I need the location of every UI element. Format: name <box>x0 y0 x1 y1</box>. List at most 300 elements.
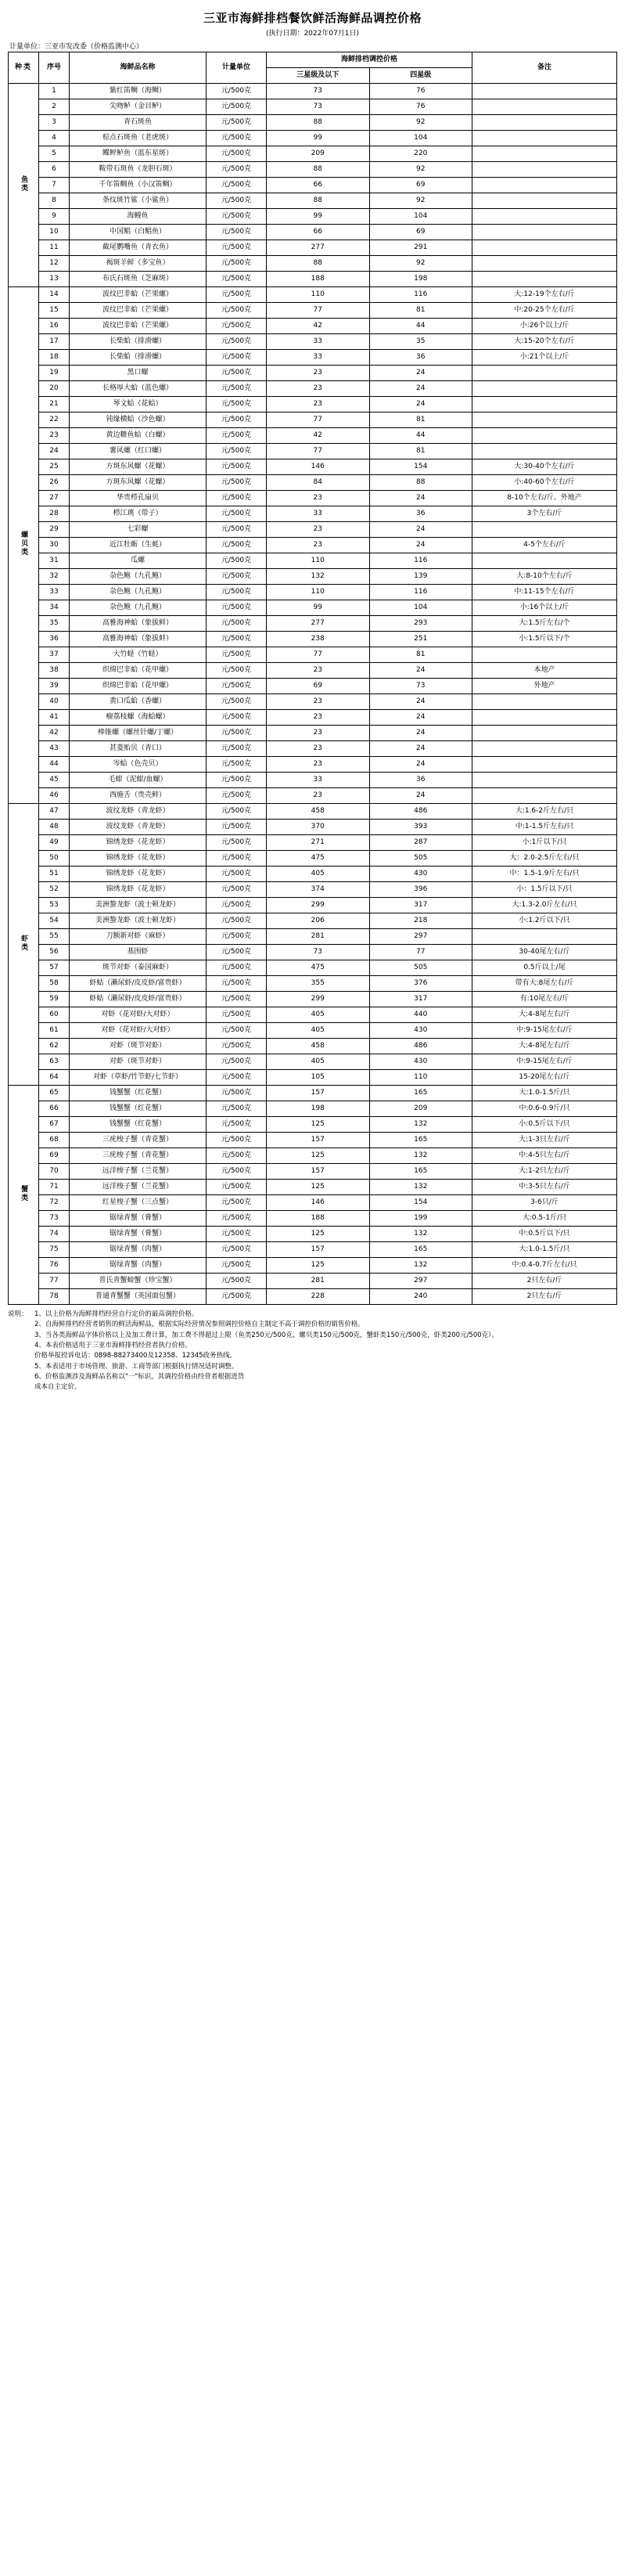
cell-price-4star: 35 <box>369 334 472 350</box>
cell-no: 26 <box>39 475 70 491</box>
cell-price-4star: 24 <box>369 788 472 804</box>
cell-price-3star: 33 <box>267 773 370 788</box>
cell-name: 瓜螺 <box>70 553 207 569</box>
cell-unit: 元/500克 <box>207 694 267 710</box>
table-row <box>9 898 617 913</box>
cell-name: 海鳗鱼 <box>70 209 207 225</box>
cell-price-3star: 88 <box>267 193 370 209</box>
cell-price-3star: 299 <box>267 992 370 1007</box>
cell-name: 栉江珧（带子） <box>70 506 207 522</box>
cell-price-4star: 199 <box>369 1211 472 1227</box>
cell-no: 53 <box>39 898 70 913</box>
cell-no: 48 <box>39 820 70 835</box>
cell-price-3star: 458 <box>267 804 370 820</box>
cell-unit: 元/500克 <box>207 757 267 773</box>
cell-name: 七彩螺 <box>70 522 207 538</box>
cell-no: 18 <box>39 350 70 366</box>
cell-price-3star: 277 <box>267 616 370 632</box>
cell-no: 72 <box>39 1195 70 1211</box>
cell-price-3star: 23 <box>267 757 370 773</box>
notes-label: 说明： <box>8 1310 28 1318</box>
cell-no: 35 <box>39 616 70 632</box>
cell-remark: 中:20-25个左右/斤 <box>472 303 617 319</box>
cell-name: 瘤荔枝螺（海蛤螺） <box>70 710 207 726</box>
table-row <box>9 1258 617 1274</box>
cell-unit: 元/500克 <box>207 773 267 788</box>
cell-name: 斑节对虾（泰国麻虾） <box>70 960 207 976</box>
table-row <box>9 381 617 397</box>
note-item: 成本自主定价。 <box>34 1383 81 1392</box>
cell-price-4star: 92 <box>369 162 472 178</box>
cell-price-4star: 132 <box>369 1258 472 1274</box>
cell-name: 岑蛤（色壳贝） <box>70 757 207 773</box>
cell-remark: 中:11-15个左右/斤 <box>472 585 617 600</box>
cell-name: 青石斑鱼 <box>70 115 207 131</box>
cell-remark: 大：2.0-2.5斤左右/只 <box>472 851 617 866</box>
cell-name: 中国鲳（白鲳鱼） <box>70 225 207 240</box>
cell-remark: 0.5斤以上/尾 <box>472 960 617 976</box>
cell-remark <box>472 773 617 788</box>
table-row <box>9 1101 617 1117</box>
cell-price-4star: 36 <box>369 350 472 366</box>
cell-price-3star: 125 <box>267 1227 370 1242</box>
cell-price-4star: 36 <box>369 506 472 522</box>
cell-remark: 大:15-20个左右/斤 <box>472 334 617 350</box>
cell-no: 50 <box>39 851 70 866</box>
cell-unit: 元/500克 <box>207 976 267 992</box>
cell-price-4star: 24 <box>369 663 472 679</box>
cell-name: 华贵栉孔扇贝 <box>70 491 207 506</box>
cell-name: 远洋梭子蟹（兰花蟹） <box>70 1180 207 1195</box>
cell-no: 14 <box>39 287 70 303</box>
cell-price-4star: 209 <box>369 1101 472 1117</box>
cell-no: 41 <box>39 710 70 726</box>
table-row <box>9 1242 617 1258</box>
cell-name: 黑口螺 <box>70 366 207 381</box>
cell-name: 甚菱贻贝（青口） <box>70 741 207 757</box>
cell-unit: 元/500克 <box>207 272 267 287</box>
cell-remark: 中:0.4-0.7斤左右/只 <box>472 1258 617 1274</box>
cell-price-3star: 23 <box>267 726 370 741</box>
cell-unit: 元/500克 <box>207 600 267 616</box>
table-row <box>9 757 617 773</box>
cell-price-4star: 297 <box>369 1274 472 1289</box>
table-row <box>9 193 617 209</box>
cell-price-3star: 88 <box>267 256 370 272</box>
cell-unit: 元/500克 <box>207 366 267 381</box>
cell-price-3star: 77 <box>267 303 370 319</box>
cell-unit: 元/500克 <box>207 1039 267 1054</box>
note-item: 2、自海鲜排档经营者销售的鲜活海鲜品，根据实际经营情况参照调控价格自主制定不高于调控价格的销售价格。 <box>34 1320 365 1329</box>
cell-no: 17 <box>39 334 70 350</box>
cell-price-3star: 66 <box>267 178 370 193</box>
cell-price-3star: 370 <box>267 820 370 835</box>
cell-price-4star: 220 <box>369 146 472 162</box>
cell-remark <box>472 397 617 413</box>
table-row <box>9 835 617 851</box>
cell-no: 4 <box>39 131 70 146</box>
cell-unit: 元/500克 <box>207 929 267 945</box>
cell-no: 5 <box>39 146 70 162</box>
cell-no: 30 <box>39 538 70 553</box>
cell-price-3star: 157 <box>267 1164 370 1180</box>
cell-price-4star: 317 <box>369 898 472 913</box>
cell-unit: 元/500克 <box>207 225 267 240</box>
table-row <box>9 178 617 193</box>
cell-price-3star: 42 <box>267 428 370 444</box>
cell-unit: 元/500克 <box>207 1164 267 1180</box>
cell-remark <box>472 553 617 569</box>
table-row <box>9 679 617 694</box>
cell-name: 尖吻鲈（金目鲈） <box>70 99 207 115</box>
cell-name: 黄边糖鱼蛤（白螺） <box>70 428 207 444</box>
cell-name: 长格厚大蛤（蓝色螺） <box>70 381 207 397</box>
cell-price-3star: 405 <box>267 1054 370 1070</box>
cell-name: 杂色鲍（九孔鲍） <box>70 600 207 616</box>
category-label: 螺贝类 <box>20 531 28 557</box>
cell-price-3star: 475 <box>267 960 370 976</box>
cell-price-4star: 76 <box>369 99 472 115</box>
cell-no: 25 <box>39 459 70 475</box>
cell-no: 77 <box>39 1274 70 1289</box>
table-row <box>9 84 617 99</box>
cell-price-4star: 24 <box>369 522 472 538</box>
cell-unit: 元/500克 <box>207 1274 267 1289</box>
table-row <box>9 1148 617 1164</box>
cell-remark: 大:1-3只左右/斤 <box>472 1133 617 1148</box>
cell-remark <box>472 256 617 272</box>
cell-unit: 元/500克 <box>207 193 267 209</box>
cell-no: 76 <box>39 1258 70 1274</box>
cell-name: 锦绣龙虾（花龙虾） <box>70 882 207 898</box>
cell-unit: 元/500克 <box>207 209 267 225</box>
cell-no: 69 <box>39 1148 70 1164</box>
cell-remark: 大:30-40个左右/斤 <box>472 459 617 475</box>
cell-price-3star: 157 <box>267 1086 370 1101</box>
cell-price-3star: 228 <box>267 1289 370 1305</box>
table-row <box>9 647 617 663</box>
cell-name: 三疣梭子蟹（青花蟹） <box>70 1133 207 1148</box>
cell-unit: 元/500克 <box>207 413 267 428</box>
cell-remark <box>472 522 617 538</box>
cell-unit: 元/500克 <box>207 679 267 694</box>
cell-unit: 元/500克 <box>207 319 267 334</box>
cell-price-4star: 92 <box>369 115 472 131</box>
cell-price-4star: 44 <box>369 319 472 334</box>
cell-no: 47 <box>39 804 70 820</box>
cell-no: 32 <box>39 569 70 585</box>
cell-remark <box>472 366 617 381</box>
cell-price-4star: 73 <box>369 679 472 694</box>
cell-price-3star: 281 <box>267 1274 370 1289</box>
col-price-3star: 三星级及以下 <box>267 68 370 84</box>
table-row <box>9 1007 617 1023</box>
table-row <box>9 1195 617 1211</box>
cell-price-3star: 105 <box>267 1070 370 1086</box>
cell-no: 29 <box>39 522 70 538</box>
cell-remark: 中:3-5只左右/斤 <box>472 1180 617 1195</box>
table-row <box>9 616 617 632</box>
cell-remark: 大:1.6-2斤左右/只 <box>472 804 617 820</box>
unit-line: 计量单位：三亚市发改委（价格监测中心） <box>9 43 144 51</box>
table-row <box>9 115 617 131</box>
cell-no: 56 <box>39 945 70 960</box>
cell-name: 钝缘横蛤（沙色螺） <box>70 413 207 428</box>
cell-no: 33 <box>39 585 70 600</box>
cell-price-3star: 209 <box>267 146 370 162</box>
cell-name: 波纹巴非蛤（芒果螺） <box>70 303 207 319</box>
cell-name: 波纹巴非蛤（芒果螺） <box>70 319 207 334</box>
cell-remark: 大:1.5斤左右/个 <box>472 616 617 632</box>
cell-remark: 15-20尾左右/斤 <box>472 1070 617 1086</box>
cell-unit: 元/500克 <box>207 1054 267 1070</box>
cell-price-4star: 110 <box>369 1070 472 1086</box>
cell-remark: 8-10个左右/斤、外地产 <box>472 491 617 506</box>
cell-price-3star: 146 <box>267 459 370 475</box>
cell-remark: 有:10尾左右/斤 <box>472 992 617 1007</box>
cell-unit: 元/500克 <box>207 913 267 929</box>
cell-unit: 元/500克 <box>207 1023 267 1039</box>
cell-name: 西施舌（贵壳鲜） <box>70 788 207 804</box>
cell-unit: 元/500克 <box>207 663 267 679</box>
cell-price-3star: 281 <box>267 929 370 945</box>
cell-name: 棒锥螺（螺丝针螺/丁螺） <box>70 726 207 741</box>
cell-unit: 元/500克 <box>207 945 267 960</box>
table-row <box>9 569 617 585</box>
cell-name: 锯绿青蟹（肉蟹） <box>70 1258 207 1274</box>
cell-price-3star: 88 <box>267 162 370 178</box>
cell-price-4star: 139 <box>369 569 472 585</box>
cell-price-4star: 165 <box>369 1133 472 1148</box>
cell-unit: 元/500克 <box>207 1133 267 1148</box>
cell-remark <box>472 726 617 741</box>
cell-name: 织绵巴非蛤（花甲螺） <box>70 663 207 679</box>
cell-unit: 元/500克 <box>207 882 267 898</box>
cell-remark: 大:1.0-1.5斤/只 <box>472 1086 617 1101</box>
cell-unit: 元/500克 <box>207 1211 267 1227</box>
cell-price-4star: 132 <box>369 1148 472 1164</box>
cell-name: 对虾（斑节对虾） <box>70 1039 207 1054</box>
cell-price-3star: 277 <box>267 240 370 256</box>
cell-remark: 大:12-19个左右/斤 <box>472 287 617 303</box>
cell-price-3star: 77 <box>267 413 370 428</box>
table-row <box>9 522 617 538</box>
cell-name: 杂色鲍（九孔鲍） <box>70 585 207 600</box>
cell-unit: 元/500克 <box>207 1242 267 1258</box>
cell-price-3star: 33 <box>267 334 370 350</box>
category-cell <box>9 84 39 287</box>
cell-price-4star: 198 <box>369 272 472 287</box>
cell-price-3star: 125 <box>267 1258 370 1274</box>
cell-remark: 小:16个以上/斤 <box>472 600 617 616</box>
cell-price-4star: 396 <box>369 882 472 898</box>
cell-price-3star: 33 <box>267 506 370 522</box>
table-row <box>9 350 617 366</box>
cell-unit: 元/500克 <box>207 428 267 444</box>
cell-price-4star: 297 <box>369 929 472 945</box>
cell-remark: 中:1-1.5斤左右/只 <box>472 820 617 835</box>
cell-no: 58 <box>39 976 70 992</box>
cell-no: 24 <box>39 444 70 459</box>
cell-remark: 大:4-8尾左右/斤 <box>472 1007 617 1023</box>
cell-remark <box>472 741 617 757</box>
cell-price-4star: 24 <box>369 538 472 553</box>
table-header <box>9 52 617 84</box>
cell-no: 59 <box>39 992 70 1007</box>
cell-price-3star: 271 <box>267 835 370 851</box>
cell-price-4star: 154 <box>369 459 472 475</box>
cell-remark: 大:1-2只左右/斤 <box>472 1164 617 1180</box>
table-row <box>9 929 617 945</box>
col-category: 种类 <box>9 52 39 84</box>
cell-price-3star: 84 <box>267 475 370 491</box>
table-row <box>9 976 617 992</box>
cell-price-3star: 99 <box>267 600 370 616</box>
cell-remark: 小:21个以上/斤 <box>472 350 617 366</box>
cell-price-3star: 110 <box>267 585 370 600</box>
category-cell <box>9 287 39 804</box>
cell-unit: 元/500克 <box>207 866 267 882</box>
cell-price-4star: 92 <box>369 193 472 209</box>
cell-no: 21 <box>39 397 70 413</box>
cell-no: 38 <box>39 663 70 679</box>
cell-unit: 元/500克 <box>207 1180 267 1195</box>
table-row <box>9 585 617 600</box>
cell-remark: 中:4-5只左右/斤 <box>472 1148 617 1164</box>
cell-price-4star: 376 <box>369 976 472 992</box>
cell-no: 27 <box>39 491 70 506</box>
table-row <box>9 694 617 710</box>
cell-no: 40 <box>39 694 70 710</box>
table-row <box>9 788 617 804</box>
table-row <box>9 1054 617 1070</box>
cell-unit: 元/500克 <box>207 788 267 804</box>
table-row <box>9 1274 617 1289</box>
cell-price-4star: 287 <box>369 835 472 851</box>
table-row <box>9 413 617 428</box>
cell-price-4star: 76 <box>369 84 472 99</box>
notes-list <box>34 1310 617 1392</box>
cell-remark <box>472 694 617 710</box>
cell-name: 波纹龙虾（青龙虾） <box>70 820 207 835</box>
table-row <box>9 1289 617 1305</box>
cell-price-3star: 77 <box>267 647 370 663</box>
table-row <box>9 1086 617 1101</box>
cell-unit: 元/500克 <box>207 1195 267 1211</box>
col-price-4star: 四星级 <box>369 68 472 84</box>
table-row <box>9 444 617 459</box>
table-row <box>9 459 617 475</box>
cell-price-4star: 116 <box>369 287 472 303</box>
cell-name: 普氏青蟹螃蟹（珍宝蟹） <box>70 1274 207 1289</box>
cell-price-3star: 125 <box>267 1180 370 1195</box>
cell-price-3star: 458 <box>267 1039 370 1054</box>
cell-no: 65 <box>39 1086 70 1101</box>
table-row <box>9 240 617 256</box>
cell-name: 方斑东风螺（花螺） <box>70 459 207 475</box>
cell-no: 19 <box>39 366 70 381</box>
cell-price-4star: 24 <box>369 726 472 741</box>
category-cell <box>9 804 39 1086</box>
cell-remark <box>472 115 617 131</box>
cell-price-3star: 23 <box>267 538 370 553</box>
cell-price-3star: 125 <box>267 1148 370 1164</box>
cell-name: 远洋梭子蟹（兰花蟹） <box>70 1164 207 1180</box>
cell-name: 布氏石斑鱼（芝麻斑） <box>70 272 207 287</box>
cell-unit: 元/500克 <box>207 115 267 131</box>
cell-price-4star: 440 <box>369 1007 472 1023</box>
cell-unit: 元/500克 <box>207 1148 267 1164</box>
cell-remark <box>472 225 617 240</box>
cell-name: 大竹蛏（竹蛏） <box>70 647 207 663</box>
cell-price-3star: 23 <box>267 663 370 679</box>
table-row <box>9 553 617 569</box>
cell-remark: 外地产 <box>472 679 617 694</box>
cell-price-3star: 132 <box>267 569 370 585</box>
cell-price-3star: 77 <box>267 444 370 459</box>
cell-no: 66 <box>39 1101 70 1117</box>
table-row <box>9 960 617 976</box>
cell-no: 52 <box>39 882 70 898</box>
cell-name: 锯绿青蟹（肉蟹） <box>70 1242 207 1258</box>
cell-unit: 元/500克 <box>207 1117 267 1133</box>
table-row <box>9 506 617 522</box>
cell-price-3star: 198 <box>267 1101 370 1117</box>
cell-unit: 元/500克 <box>207 334 267 350</box>
cell-price-3star: 23 <box>267 397 370 413</box>
cell-remark <box>472 381 617 397</box>
cell-unit: 元/500克 <box>207 381 267 397</box>
cell-no: 20 <box>39 381 70 397</box>
cell-name: 黄口瓜蛤（香螺） <box>70 694 207 710</box>
cell-remark: 3-6只/斤 <box>472 1195 617 1211</box>
cell-price-4star: 393 <box>369 820 472 835</box>
cell-name: 杂色鲍（九孔鲍） <box>70 569 207 585</box>
cell-price-4star: 81 <box>369 303 472 319</box>
table-row <box>9 491 617 506</box>
table-row <box>9 272 617 287</box>
cell-unit: 元/500克 <box>207 1227 267 1242</box>
col-price-group: 海鲜排档调控价格 <box>267 52 472 68</box>
category-label: 虾类 <box>20 934 28 952</box>
cell-price-4star: 24 <box>369 491 472 506</box>
table-row <box>9 1133 617 1148</box>
table-row <box>9 1180 617 1195</box>
cell-name: 织绵巴非蛤（花甲螺） <box>70 679 207 694</box>
table-row <box>9 131 617 146</box>
cell-no: 54 <box>39 913 70 929</box>
cell-name: 方斑东风螺（花螺） <box>70 475 207 491</box>
table-body <box>9 84 617 1305</box>
cell-price-3star: 23 <box>267 710 370 726</box>
cell-price-4star: 92 <box>369 256 472 272</box>
cell-no: 13 <box>39 272 70 287</box>
col-no: 序号 <box>39 52 70 84</box>
cell-unit: 元/500克 <box>207 99 267 115</box>
cell-remark <box>472 99 617 115</box>
cell-name: 对虾（花对虾/大对虾） <box>70 1007 207 1023</box>
cell-no: 7 <box>39 178 70 193</box>
table-row <box>9 428 617 444</box>
cell-price-4star: 251 <box>369 632 472 647</box>
cell-unit: 元/500克 <box>207 178 267 193</box>
cell-remark <box>472 272 617 287</box>
cell-no: 2 <box>39 99 70 115</box>
cell-no: 8 <box>39 193 70 209</box>
cell-price-3star: 23 <box>267 381 370 397</box>
cell-no: 1 <box>39 84 70 99</box>
cell-name: 近江牡蛎（生蚝） <box>70 538 207 553</box>
